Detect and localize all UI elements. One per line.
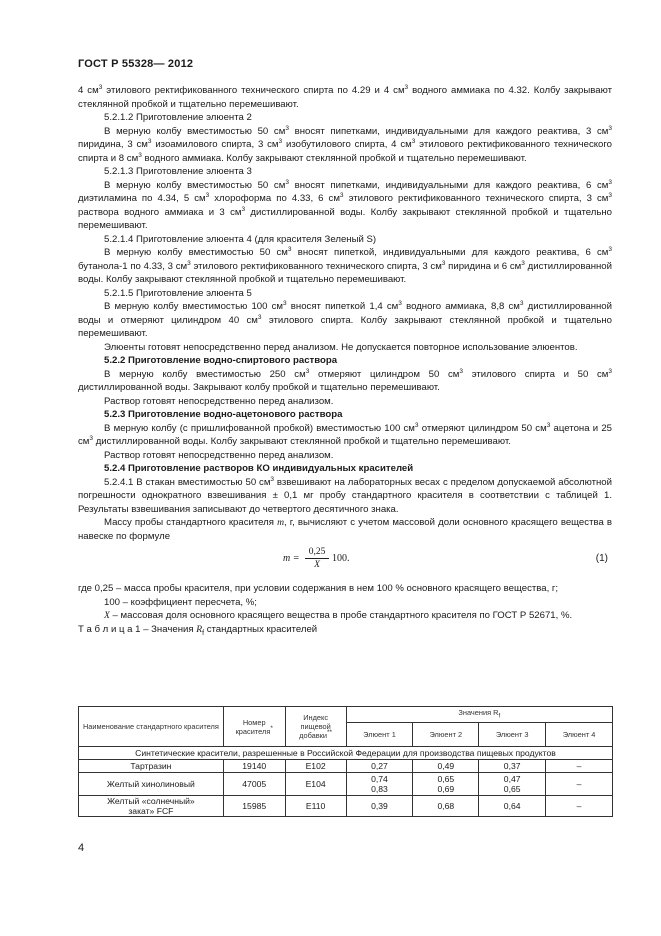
paragraph: 5.2.4.1 В стакан вместимостью 50 $см^3$ взвешивают на лабораторных весах с пределом допускаемой абсолютной погрешности однократного взвешивания ± 0,1 мг пробу стандартного красителя в соответствии с таблицей 1. Результаты взвешивания записывают до четвертого десятичного знака.	[78, 475, 612, 515]
cell-e4: –	[546, 796, 613, 817]
cell-number: 19140	[223, 760, 285, 773]
formula-denominator: X	[314, 560, 320, 570]
table-row	[79, 760, 613, 773]
table-header-row	[79, 707, 613, 723]
equation-number: (1)	[595, 553, 608, 564]
table-caption: Т а б л и ц а 1 – Значения $R_f$ стандартных красителей	[78, 623, 318, 637]
document-header: ГОСТ Р 55328— 2012	[78, 58, 194, 70]
paragraph: Раствор готовят непосредственно перед анализом.	[104, 449, 334, 461]
cell-name: Тартразин	[79, 760, 224, 773]
cell-e4: –	[546, 773, 613, 796]
paragraph: Элюенты готовят непосредственно перед анализом. Не допускается повторное использование элюентов.	[104, 341, 578, 353]
section-heading: 5.2.1.3 Приготовление элюента 3	[104, 166, 252, 177]
paragraph: В мерную колбу вместимостью 50 $см^3$ вносят пипетками, индивидуальными для каждого реактива, 6 $см^3$ диэтиламина по 4.34, 5 $см^3$ хлороформа по 4.33, 6 $см^3$ этилового ректификованного технического спирта, 3 $см^3$ раствора водного аммиака и 3 $см^3$ дистиллированной воды. Колбу закрывают стеклянной пробкой и тщательно перемешивают.	[78, 178, 612, 231]
rf-values-table	[78, 706, 613, 817]
cell-e1: 0,74 0,83	[346, 773, 413, 796]
paragraph: В мерную колбу вместимостью 50 $см^3$ вносят пипеткой, индивидуальными для каждого реактива, 6 $см^3$ бутанола-1 по 4.33, 3 $см^3$ этилового ректификованного технического спирта, 3 $см^3$ пиридина и 6 $см^3$ дистиллированной воды. Колбу закрывают стеклянной пробкой и тщательно перемешивают.	[78, 246, 612, 285]
section-heading: 5.2.3 Приготовление водно-ацетонового раствора	[104, 409, 343, 420]
page-number: 4	[78, 842, 85, 854]
section-heading: 5.2.2 Приготовление водно-спиртового раствора	[104, 355, 338, 366]
paragraph: где 0,25 – масса пробы красителя, при условии содержания в нем 100 % основного красящего вещества, г;	[78, 583, 559, 594]
cell-e2: 0,65 0,69	[413, 773, 479, 796]
paragraph: X – массовая доля основного красящего вещества в пробе стандартного красителя по ГОСТ Р 52671, %.	[104, 610, 573, 621]
cell-e1: 0,39	[346, 796, 413, 817]
header-eluent-1: Элюент 1	[346, 723, 413, 747]
header-name: Наименование стандартного красителя	[79, 707, 224, 747]
header-eluent-2: Элюент 2	[413, 723, 479, 747]
formula-lhs: m =	[283, 553, 300, 564]
paragraph: В мерную колбу вместимостью 100 $см^3$ вносят пипеткой 1,4 $см^3$ водного аммиака, 8,8 $см^3$ дистиллированной воды и отмеряют цилиндром 40 $см^3$ этилового спирта. Колбу закрывают стеклянной пробкой и тщательно перемешивают.	[78, 300, 613, 339]
paragraph: Массу пробы стандартного красителя m, г, вычисляют с учетом массовой доли основного красящего вещества в навеске по формуле	[78, 517, 612, 542]
document-body	[78, 84, 612, 640]
paragraph: В мерную колбу вместимостью 50 $см^3$ вносят пипетками, индивидуальными для каждого реактива, 3 $см^3$ пиридина, 3 $см^3$ изоамилового спирта, 3 $см^3$ изобутилового спирта, 4 $см^3$ этилового ректификованного технического спирта и 8 $см^3$ водного аммиака. Колбу закрывают стеклянной пробкой и тщательно перемешивают.	[78, 124, 612, 164]
formula-fraction	[305, 546, 329, 571]
section-heading: 5.2.4 Приготовление растворов КО индивидуальных красителей	[104, 463, 414, 474]
paragraph: 4 $см^3$ этилового ректификованного технического спирта по 4.29 и 4 $см^3$ водного аммиака по 4.32. Колбу закрывают стеклянной пробкой и тщательно перемешивают.	[78, 84, 612, 110]
cell-name: Желтый «солнечный» закат» FCF	[79, 796, 224, 817]
section-heading: 5.2.1.2 Приготовление элюента 2	[104, 112, 252, 123]
paragraph: В мерную колбу вместимостью 250 $см^3$ отмеряют цилиндром 50 $см^3$ этилового спирта и 50 $см^3$ дистиллированной воды. Закрывают колбу пробкой и тщательно перемешивают.	[78, 367, 613, 393]
cell-e4: –	[546, 760, 613, 773]
cell-name: Желтый хинолиновый	[79, 773, 224, 796]
header-values: Значения $R_f$	[346, 707, 612, 723]
cell-number: 15985	[223, 796, 285, 817]
section-label: Синтетические красители, разрешенные в Российской Федерации для производства пищевых продуктов	[79, 747, 613, 760]
cell-index: E110	[285, 796, 346, 817]
header-number: Номер красителя*	[223, 707, 285, 747]
cell-e3: 0,37	[479, 760, 546, 773]
paragraph: Раствор готовят непосредственно перед анализом.	[104, 395, 334, 407]
table-section-row	[79, 747, 613, 760]
formula-rhs: 100.	[332, 553, 350, 564]
section-heading: 5.2.1.5 Приготовление элюента 5	[104, 287, 252, 299]
paragraph: В мерную колбу (с пришлифованной пробкой) вместимостью 100 $см^3$ отмеряют цилиндром 50 $см^3$ ацетона и 25 $см^3$ дистиллированной воды. Колбу закрывают стеклянной пробкой и тщательно перемешивают.	[78, 421, 612, 447]
cell-number: 47005	[223, 773, 285, 796]
cell-e2: 0,49	[413, 760, 479, 773]
section-heading: 5.2.1.4 Приготовление элюента 4 (для красителя Зеленый S)	[104, 233, 377, 245]
cell-e3: 0,64	[479, 796, 546, 817]
header-index: Индекс пищевой добавки**	[285, 707, 346, 747]
header-eluent-4: Элюент 4	[546, 723, 613, 747]
cell-index: E104	[285, 773, 346, 796]
cell-index: E102	[285, 760, 346, 773]
cell-e3: 0,47 0,65	[479, 773, 546, 796]
cell-e1: 0,27	[346, 760, 413, 773]
cell-e2: 0,68	[413, 796, 479, 817]
table-row	[79, 796, 613, 817]
table-row	[79, 773, 613, 796]
formula-block	[78, 546, 612, 580]
formula-numerator: 0,25	[305, 546, 329, 559]
paragraph: 100 – коэффициент пересчета, %;	[104, 596, 257, 608]
header-eluent-3: Элюент 3	[479, 723, 546, 747]
